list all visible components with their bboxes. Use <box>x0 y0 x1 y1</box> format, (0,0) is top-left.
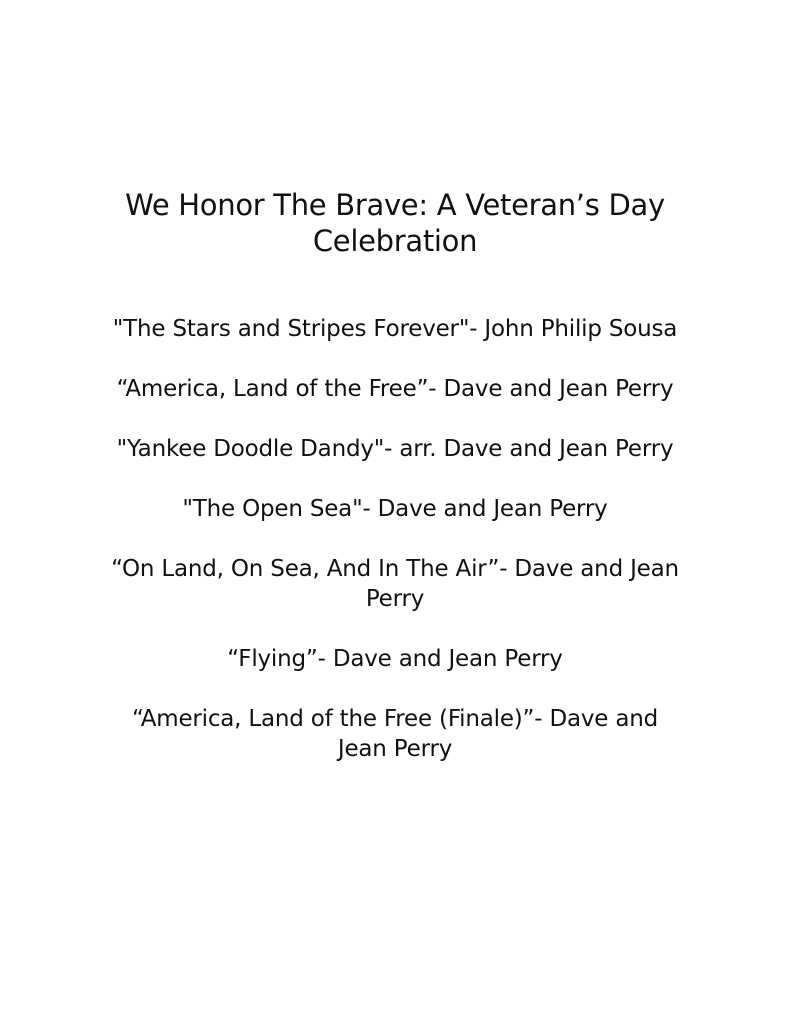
page-title: We Honor The Brave: A Veteran’s Day Celebration <box>125 188 665 258</box>
program-item-3: "Yankee Doodle Dandy"- arr. Dave and Jean Perry <box>116 436 674 462</box>
program-item-4: "The Open Sea"- Dave and Jean Perry <box>182 496 608 522</box>
program-item-6: “Flying”- Dave and Jean Perry <box>227 646 563 672</box>
program-list <box>75 314 715 794</box>
program-item-2: “America, Land of the Free”- Dave and Jean Perry <box>116 376 674 402</box>
program-item-7: “America, Land of the Free (Finale)”- Dave and Jean Perry <box>131 706 659 762</box>
program-item-5: “On Land, On Sea, And In The Air”- Dave and Jean Perry <box>111 556 679 612</box>
program-item-1: "The Stars and Stripes Forever"- John Philip Sousa <box>112 316 678 342</box>
